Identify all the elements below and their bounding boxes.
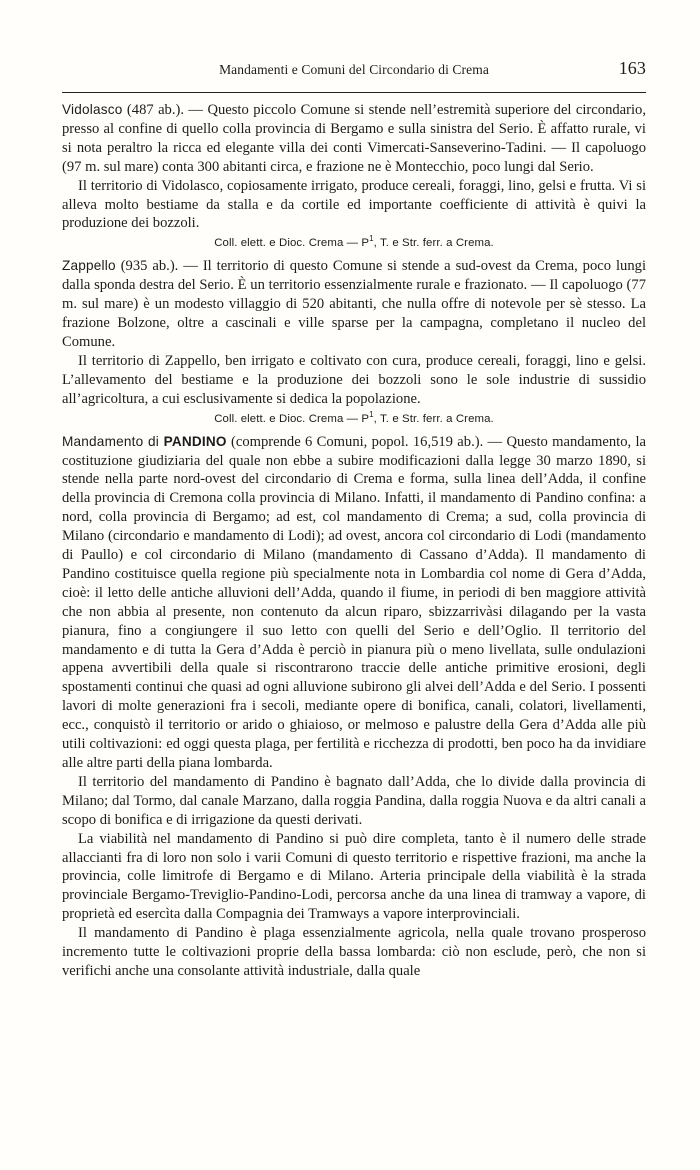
pandino-paragraph-2: Il territorio del mandamento di Pandino è bagnato dall’Adda, che lo divide dalla provincia di Milano; dal Tormo, dal canale Marzano, dalla roggia Pandina, dalla roggia Nuova e da altri canali a scopo di bonifica e di irrigazione da questi derivati. (62, 773, 646, 828)
body-text (62, 101, 646, 981)
pandino-heading-prefix: Mandamento di (62, 433, 164, 449)
zappello-heading: Zappello (62, 258, 116, 274)
vidolasco-note-b: , T. e Str. ferr. a Crema. (373, 237, 494, 250)
zappello-paragraph-1 (62, 257, 646, 352)
pandino-paragraph-4: Il mandamento di Pandino è plaga essenzialmente agricola, nella quale trovano prosperoso incremento tutte le coltivazioni proprie della bassa lombarda: ciò non esclude, però, che non si verifichi anche una consolante attività industriale, dalla quale (62, 925, 646, 979)
pandino-text-1: (comprende 6 Comuni, popol. 16,519 ab.). — Questo mandamento, la costituzione giudiziaria del quale non ebbe a subire modificazioni dalla legge 30 marzo 1890, si stende nella parte nord-ovest del circondario di Crema e forma, sulla linea dell’Adda, il confine della provincia di Cremona colla provincia di Milano. Infatti, il mandamento di Pandino confina: a nord, colla provincia di Bergamo; ad est, col mandamento di Crema; a sud, colla provincia di Milano (circondario e mandamento di Lodi); ad ovest, ancora col circondario di Lodi (mandamento di Paullo) e col circondario di Milano (mandamento di Cassano d’Adda). Il mandamento di Pandino costituisce quella regione più specialmente nota in Lombardia col nome di Gera d’Adda, cioè: il letto delle antiche alluvioni dell’Adda, quando il fiume, in periodi di ben maggiore attività che non abbia al presente, non contenuto da alcun riparo, sbizzarrivàsi dilagando per la vasta pianura, fino a congiungere il suo letto con quelli del Serio e dell’Oglio. Il territorio del mandamento e di tutta la Gera d’Adda è perciò in pianura più o meno livellata, sulle ondulazioni appena avvertibili della quale si riscontrarono traccie delle antiche primitive erosioni, degli spostamenti continui che quasi ad ogni alluvione subirono gli alvei dell’Adda e del Serio. I possenti lavori di molte generazioni fra i secoli, mediante opere di bonifica, canali, colatori, livellamenti, ecc., conquistò il territorio or arido o ghiaioso, or melmoso e palustre della Gera d’Adda alle più utili coltivazioni: ed oggi questa plaga, per fertilità e ricchezza di prodotti, ben poco ha da invidiare alle altre parti della piana lombarda. (62, 433, 646, 771)
zappello-note-a: Coll. elett. e Dioc. Crema — P (214, 412, 370, 425)
running-title: Mandamenti e Comuni del Circondario di Crema (219, 62, 489, 77)
pandino-heading-name: PANDINO (163, 433, 227, 449)
vidolasco-note-sup: 1 (369, 234, 374, 244)
zappello-note-b: , T. e Str. ferr. a Crema. (373, 412, 494, 425)
zappello-electoral-note (62, 411, 646, 428)
vidolasco-paragraph-1 (62, 101, 646, 177)
vidolasco-electoral-note (62, 235, 646, 252)
vidolasco-text-1: (487 ab.). — Questo piccolo Comune si stende nell’estremità superiore del circondario, presso al confine di quello colla provincia di Bergamo e sulla sinistra del Serio. È affatto rurale, vi si nota peraltro la ricca ed elegante villa dei conti Vimercati-Sanseverino-Tadini. — Il capoluogo (97 m. sul mare) conta 300 abitanti circa, e frazione ne è Montecchio, poco lungi dal Serio. (62, 102, 646, 175)
zappello-text-1: (935 ab.). — Il territorio di questo Comune si stende a sud-ovest da Crema, poco lungi dalla sponda destra del Serio. È un territorio essenzialmente rurale e frazionato. — Il capoluogo (77 m. sul mare) è un modesto villaggio di 520 abitanti, che nulla offre di notevole per sè stesso. La frazione Bolzone, oltre a cascinali e ville sparse per la campagna, completano il nucleo del Comune. (62, 258, 646, 350)
zappello-paragraph-2: Il territorio di Zappello, ben irrigato e coltivato con cura, produce cereali, foraggi, lino e gelsi. L’allevamento del bestiame e la produzione dei bozzoli sono le sole industrie di sussidio all’agricoltura, a cui esclusivamente si dedica la popolazione. (62, 352, 646, 407)
pandino-paragraph-3: La viabilità nel mandamento di Pandino si può dire completa, tanto è il numero delle strade allaccianti fra di loro non solo i varii Comuni di questo territorio e rispettive frazioni, ma anche la provincia, colle limitrofe di Bergamo e di Milano. Arteria principale della viabilità è la strada provinciale Bergamo-Treviglio-Pandino-Lodi, percorsa anche da una linea di tramway a vapore, di proprietà ed esercìta dalla Compagnia dei Tramways a vapore interprovinciali. (62, 830, 646, 923)
page-header (62, 58, 646, 82)
vidolasco-heading: Vidolasco (62, 102, 123, 117)
page-number: 163 (618, 58, 646, 78)
zappello-note-sup: 1 (369, 409, 374, 419)
header-rule (62, 92, 646, 93)
vidolasco-paragraph-2: Il territorio di Vidolasco, copiosamente irrigato, produce cereali, foraggi, lino, gelsi e frutta. Vi si alleva molto bestiame da stalla e da cortile ed importante coefficiente di attività è quivi la produzione dei bozzoli. (62, 177, 646, 232)
vidolasco-note-a: Coll. elett. e Dioc. Crema — P (214, 237, 370, 250)
pandino-paragraph-1 (62, 433, 646, 773)
